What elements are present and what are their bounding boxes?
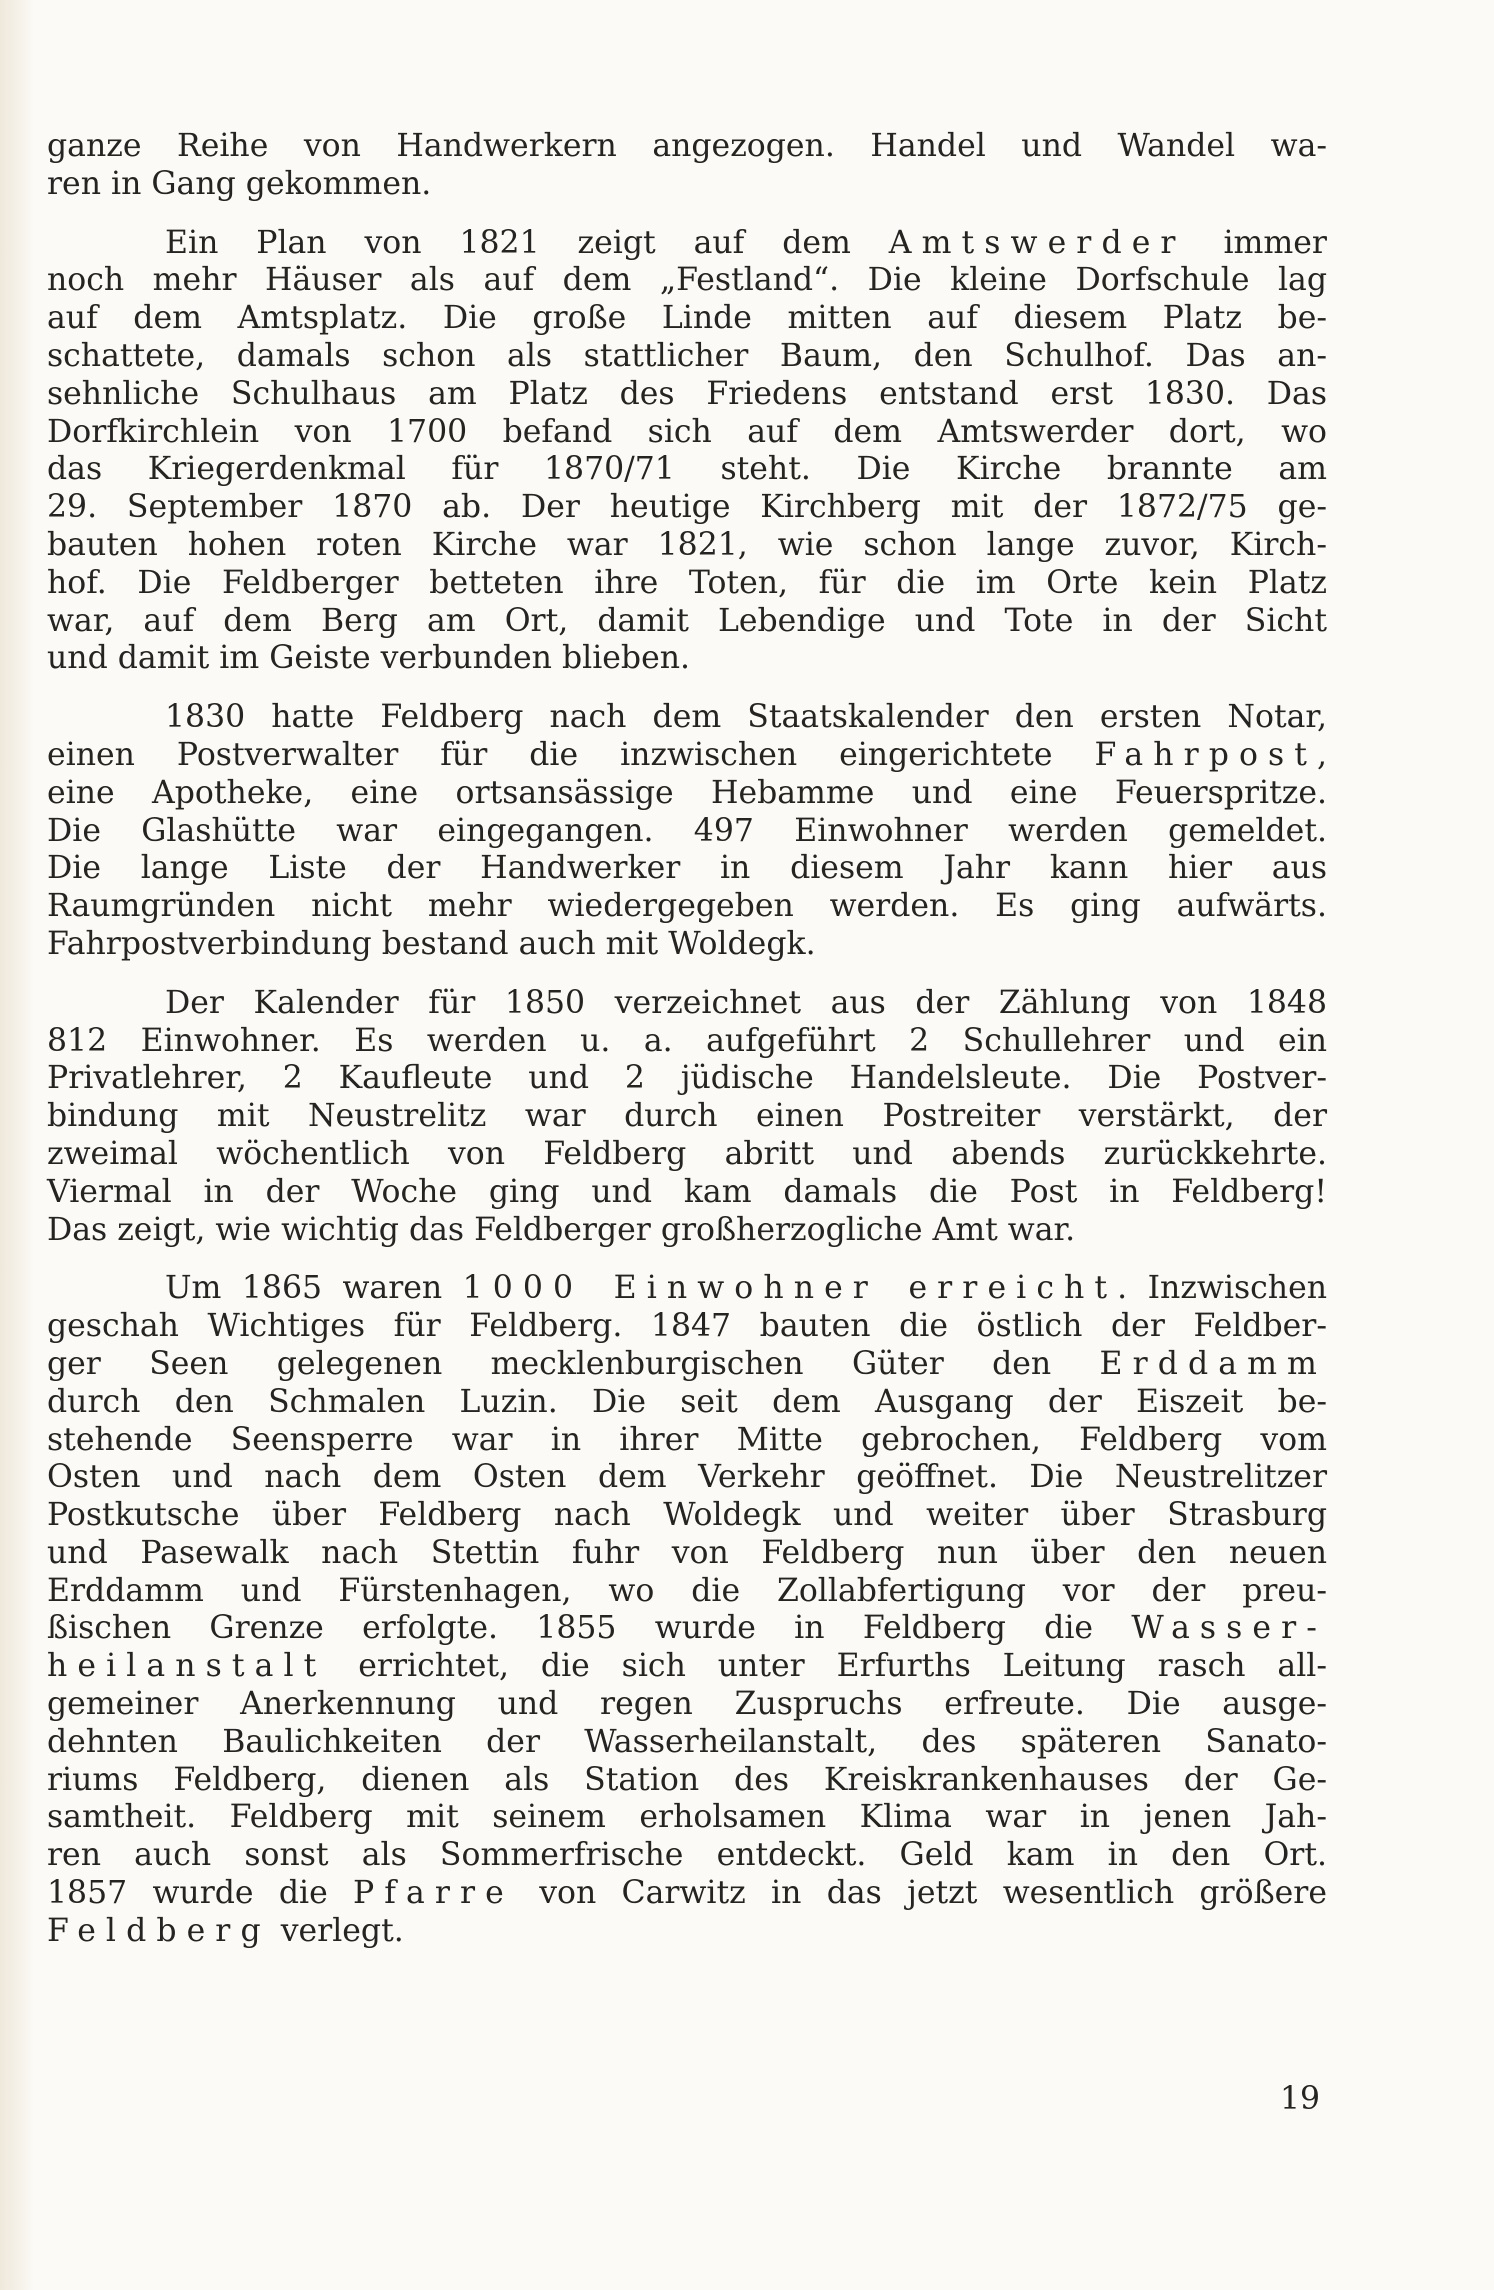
text-line (47, 527, 1327, 565)
text-line (47, 1913, 1327, 1951)
text-run: das Kriegerdenkmal für 1870/71 steht. Die Kirche brannte am (47, 451, 1327, 488)
text-run: ren in Gang gekommen. (47, 165, 432, 202)
text-line (47, 1023, 1327, 1061)
text-run: einen Postverwalter für die inzwischen eingerichtete (47, 736, 1095, 773)
text-line (47, 1346, 1327, 1384)
text-run: sehnliche Schulhaus am Platz des Friedens entstand erst 1830. Das (47, 375, 1327, 412)
text-line (47, 888, 1327, 926)
text-line (47, 1686, 1327, 1724)
paragraph (47, 1270, 1327, 1950)
spaced-emphasis: heilanstalt (47, 1648, 327, 1685)
text-line (47, 1174, 1327, 1212)
spaced-emphasis: Amtswerder (888, 224, 1186, 261)
text-line (47, 850, 1327, 888)
text-line (47, 640, 1327, 678)
spaced-emphasis: Erddamm (1099, 1345, 1327, 1382)
text-run: geschah Wichtiges für Feldberg. 1847 bauten die östlich der Feldber- (47, 1308, 1327, 1345)
text-line (47, 1535, 1327, 1573)
text-line (47, 1422, 1327, 1460)
text-line (47, 451, 1327, 489)
spaced-emphasis: Wasser- (1131, 1610, 1327, 1647)
text-run: bindung mit Neustrelitz war durch einen Postreiter verstärkt, der (47, 1098, 1327, 1135)
text-run: samtheit. Feldberg mit seinem erholsamen Klima war in jenen Jah- (47, 1799, 1327, 1836)
text-line (47, 166, 1327, 204)
text-line (47, 1270, 1327, 1308)
text-run: und damit im Geiste verbunden blieben. (47, 640, 691, 677)
paragraph (47, 225, 1327, 679)
spaced-emphasis: 1000 Einwohner erreicht (462, 1270, 1118, 1307)
text-line (47, 1724, 1327, 1762)
text-line (47, 1875, 1327, 1913)
text-line (47, 414, 1327, 452)
text-run: Das zeigt, wie wichtig das Feldberger großherzogliche Amt war. (47, 1211, 1076, 1248)
text-line (47, 603, 1327, 641)
text-run: Fahrpostverbindung bestand auch mit Woldegk. (47, 925, 816, 962)
text-run: riums Feldberg, dienen als Station des Kreiskrankenhauses der Ge- (47, 1761, 1327, 1798)
text-run: ren auch sonst als Sommerfrische entdeckt. Geld kam in den Ort. (47, 1837, 1327, 1874)
spaced-emphasis: Feldberg (47, 1912, 271, 1949)
text-run: auf dem Amtsplatz. Die große Linde mitten auf diesem Platz be- (47, 300, 1327, 337)
text-run: Raumgründen nicht mehr wiedergegeben werden. Es ging aufwärts. (47, 888, 1327, 925)
text-line (47, 1060, 1327, 1098)
text-line (47, 737, 1327, 775)
text-run: durch den Schmalen Luzin. Die seit dem Ausgang der Eiszeit be- (47, 1383, 1327, 1420)
page-number: 19 (1280, 2081, 1321, 2117)
text-line (47, 1384, 1327, 1422)
text-run: 1857 wurde die (47, 1875, 354, 1912)
page-edge-shadow (0, 0, 34, 2290)
spaced-emphasis: Fahrpost (1094, 736, 1317, 773)
text-line (47, 1136, 1327, 1174)
text-line (47, 1648, 1327, 1686)
text-run: und Pasewalk nach Stettin fuhr von Feldberg nun über den neuen (47, 1534, 1327, 1571)
text-run: ger Seen gelegenen mecklenburgischen Güter den (47, 1345, 1100, 1382)
text-run: war, auf dem Berg am Ort, damit Lebendige und Tote in der Sicht (47, 602, 1327, 639)
text-line (47, 1212, 1327, 1250)
text-line (47, 1762, 1327, 1800)
text-line (47, 262, 1327, 300)
text-run: schattete, damals schon als stattlicher Baum, den Schulhof. Das an- (47, 337, 1327, 374)
text-run: ßischen Grenze erfolgte. 1855 wurde in Feldberg die (47, 1610, 1132, 1647)
text-run: errichtet, die sich unter Erfurths Leitung rasch all- (326, 1648, 1327, 1685)
text-run: Um 1865 waren (165, 1270, 463, 1307)
paragraph (47, 128, 1327, 204)
text-run: dehnten Baulichkeiten der Wasserheilanstalt, des späteren Sanato- (47, 1723, 1327, 1760)
text-line (47, 489, 1327, 527)
text-run: Osten und nach dem Osten dem Verkehr geöffnet. Die Neustrelitzer (47, 1459, 1327, 1496)
paragraph (47, 985, 1327, 1250)
text-run: Ein Plan von 1821 zeigt auf dem (165, 224, 889, 261)
text-line (47, 985, 1327, 1023)
text-run: . Inzwischen (1117, 1270, 1327, 1307)
text-line (47, 300, 1327, 338)
text-run: Privatlehrer, 2 Kaufleute und 2 jüdische Handelsleute. Die Postver- (47, 1060, 1327, 1097)
text-line (47, 1308, 1327, 1346)
text-run: Viermal in der Woche ging und kam damals die Post in Feldberg! (47, 1173, 1327, 1210)
text-run: Der Kalender für 1850 verzeichnet aus der Zählung von 1848 (165, 984, 1327, 1021)
text-line (47, 775, 1327, 813)
paragraph (47, 699, 1327, 964)
text-run: Erddamm und Fürstenhagen, wo die Zollabfertigung vor der preu- (47, 1572, 1327, 1609)
text-run: ganze Reihe von Handwerkern angezogen. Handel und Wandel wa- (47, 128, 1327, 164)
text-line (47, 1799, 1327, 1837)
text-run: gemeiner Anerkennung und regen Zuspruchs erfreute. Die ausge- (47, 1686, 1327, 1723)
text-run: 812 Einwohner. Es werden u. a. aufgeführt 2 Schullehrer und ein (47, 1022, 1327, 1059)
text-run: 29. September 1870 ab. Der heutige Kirchberg mit der 1872/75 ge- (47, 489, 1327, 526)
text-line (47, 1459, 1327, 1497)
text-line (47, 338, 1327, 376)
text-line (47, 1497, 1327, 1535)
text-run: hof. Die Feldberger betteten ihre Toten, für die im Orte kein Platz (47, 564, 1327, 601)
text-run: von Carwitz in das jetzt wesentlich größere (513, 1875, 1327, 1912)
text-run: verlegt. (270, 1912, 404, 1949)
text-line (47, 225, 1327, 263)
text-run: zweimal wöchentlich von Feldberg abritt und abends zurückkehrte. (47, 1135, 1327, 1172)
text-run: stehende Seensperre war in ihrer Mitte gebrochen, Feldberg vom (47, 1421, 1327, 1458)
text-line (47, 1098, 1327, 1136)
text-line (47, 565, 1327, 603)
text-run: eine Apotheke, eine ortsansässige Hebamme und eine Feuerspritze. (47, 774, 1327, 811)
text-run: Dorfkirchlein von 1700 befand sich auf dem Amtswerder dort, wo (47, 413, 1327, 450)
text-run: Die lange Liste der Handwerker in diesem Jahr kann hier aus (47, 850, 1327, 887)
body-text (47, 128, 1327, 1972)
text-line (47, 926, 1327, 964)
text-run: immer (1185, 224, 1327, 261)
text-line (47, 1837, 1327, 1875)
text-line (47, 128, 1327, 166)
text-line (47, 1573, 1327, 1611)
text-run: Postkutsche über Feldberg nach Woldegk und weiter über Strasburg (47, 1497, 1327, 1534)
text-run: Die Glashütte war eingegangen. 497 Einwohner werden gemeldet. (47, 812, 1327, 849)
text-run: bauten hohen roten Kirche war 1821, wie schon lange zuvor, Kirch- (47, 526, 1327, 563)
text-run: noch mehr Häuser als auf dem „Festland“. Die kleine Dorfschule lag (47, 262, 1327, 299)
text-line (47, 813, 1327, 851)
text-run: , (1316, 736, 1327, 773)
spaced-emphasis: Pfarre (353, 1875, 514, 1912)
text-line (47, 376, 1327, 414)
text-run: 1830 hatte Feldberg nach dem Staatskalender den ersten Notar, (165, 699, 1327, 736)
text-line (47, 699, 1327, 737)
text-line (47, 1610, 1327, 1648)
